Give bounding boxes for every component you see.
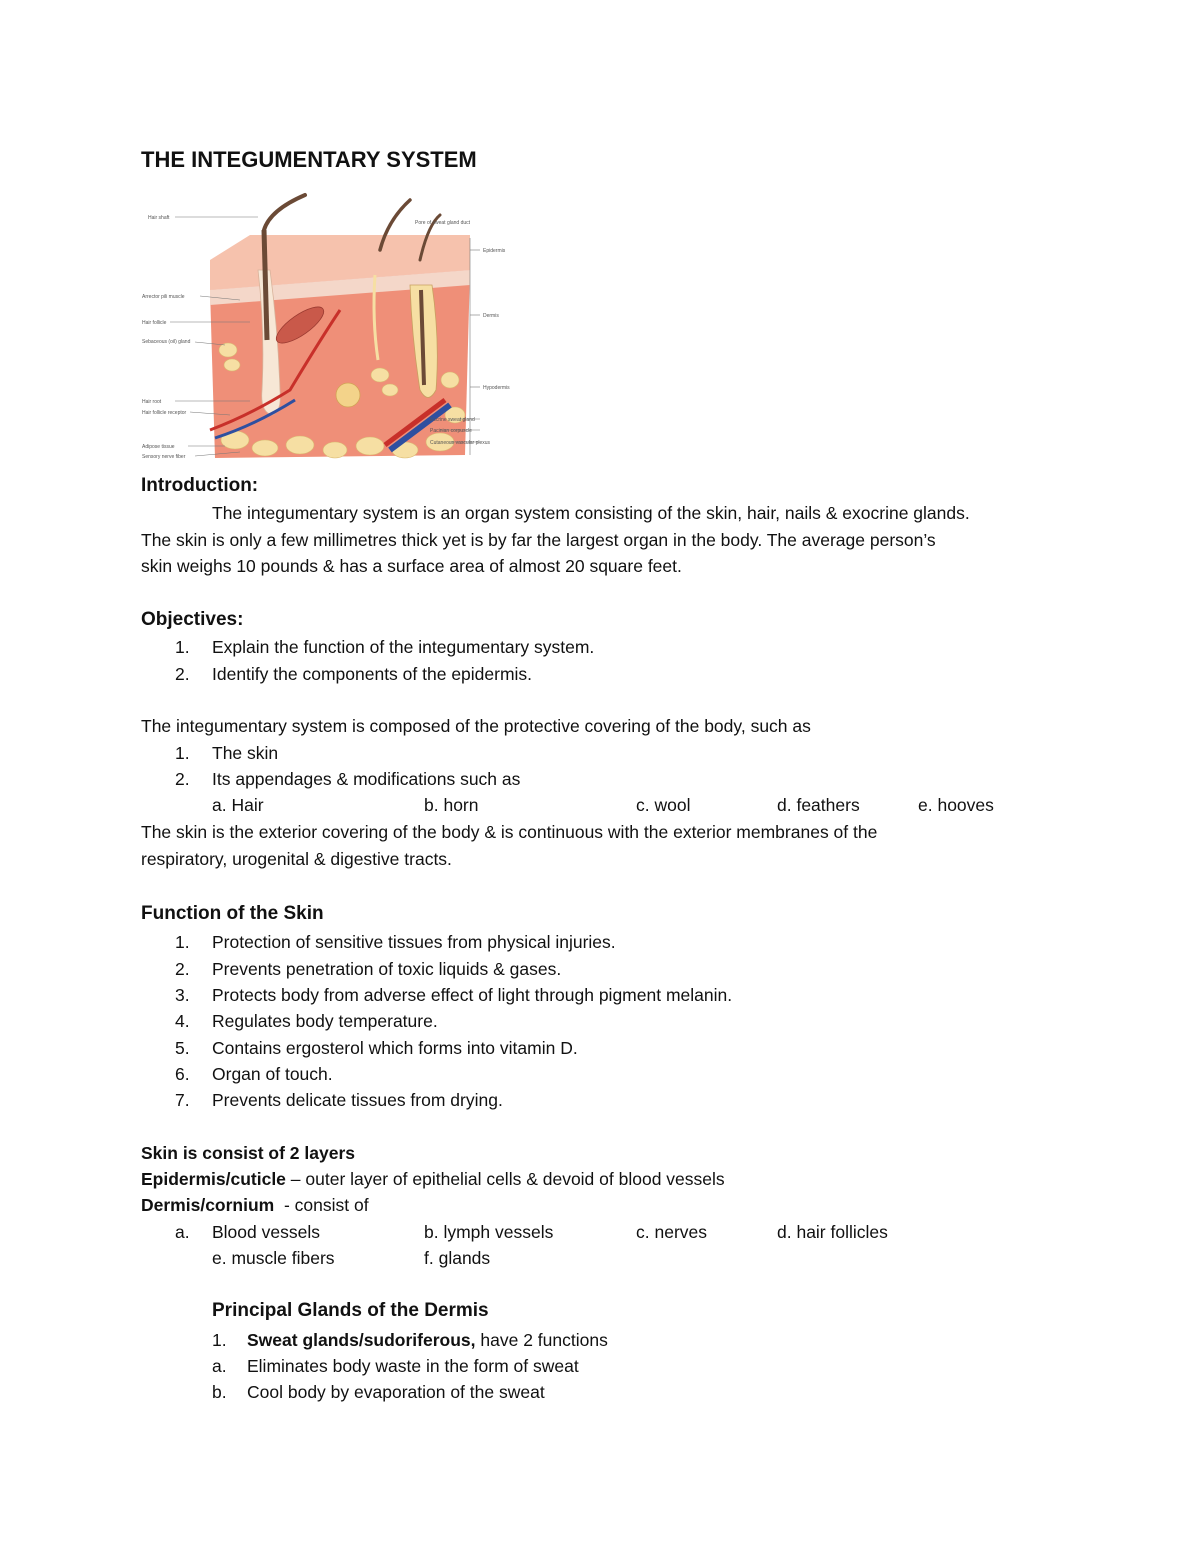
composition-sub-item: e. hooves [918,795,994,815]
function-number: 6. [175,1064,190,1084]
function-number: 3. [175,985,190,1005]
pacinian-corpuscle [336,383,360,407]
composition-sub-item: d. feathers [777,795,860,815]
intro-heading: Introduction: [141,475,259,496]
label-sensory: Sensory nerve fiber [142,454,186,460]
label-hypodermis: Hypodermis [483,385,510,391]
glands-item [247,1330,608,1350]
label-cutaneous: Cutaneous vascular plexus [430,440,491,446]
objective-number: 1. [175,637,190,657]
label-hair-root: Hair root [142,399,162,405]
sweat-glands-term: Sweat glands/sudoriferous, [247,1330,476,1350]
function-item: Prevents penetration of toxic liquids & gases. [212,959,562,979]
label-arrector: Arrector pili muscle [142,294,185,300]
composition-sub-item: c. wool [636,795,691,815]
dermis-sub-label: a. [175,1222,190,1242]
label-dermis: Dermis [483,313,499,319]
composition-sub-item: b. horn [424,795,479,815]
glands-sub-label: b. [212,1382,227,1402]
function-number: 7. [175,1090,190,1110]
dermis-term: Dermis/cornium [141,1195,275,1215]
objective-item: Explain the function of the integumentary system. [212,637,595,657]
dermis-definition [141,1195,369,1215]
label-eccrine: Eccrine sweat gland [430,417,475,423]
epidermis-term: Epidermis/cuticle [141,1169,286,1189]
label-sebaceous: Sebaceous (oil) gland [142,339,191,345]
function-number: 1. [175,932,190,952]
composition-item: The skin [212,743,279,763]
function-item: Organ of touch. [212,1064,333,1084]
dermis-component: b. lymph vessels [424,1222,554,1242]
objective-number: 2. [175,664,190,684]
label-hair-receptor: Hair follicle receptor [142,410,187,416]
composition-number: 2. [175,769,190,789]
glands-sub-item: Eliminates body waste in the form of sweat [247,1356,579,1376]
page-title: THE INTEGUMENTARY SYSTEM [141,147,477,172]
sweat-glands-desc: have 2 functions [475,1330,608,1350]
function-item: Regulates body temperature. [212,1011,438,1031]
skin-diagram-svg [140,190,525,470]
label-adipose: Adipose tissue [142,444,175,450]
skin-cross-section-figure [140,190,525,470]
composition-item: Its appendages & modifications such as [212,769,521,789]
glands-sub-item: Cool body by evaporation of the sweat [247,1382,545,1402]
glands-sub-label: a. [212,1356,227,1376]
glands-heading: Principal Glands of the Dermis [212,1300,489,1321]
function-number: 2. [175,959,190,979]
objectives-heading: Objectives: [141,609,244,630]
epidermis-desc: – outer layer of epithelial cells & devoid of blood vessels [285,1169,725,1189]
function-item: Contains ergosterol which forms into vitamin D. [212,1038,578,1058]
epidermis-definition [141,1169,725,1189]
hair-shaft-1 [264,195,305,230]
function-item: Prevents delicate tissues from drying. [212,1090,503,1110]
function-item: Protection of sensitive tissues from physical injuries. [212,932,616,952]
composition-intro: The integumentary system is composed of the protective covering of the body, such as [141,716,811,736]
dermis-component: f. glands [424,1248,491,1268]
function-item: Protects body from adverse effect of light through pigment melanin. [212,985,733,1005]
dermis-component: c. nerves [636,1222,707,1242]
composition-line-2: respiratory, urogenital & digestive tracts. [141,849,452,869]
dermis-desc: - consist of [274,1195,369,1215]
intro-line-2: The skin is only a few millimetres thick yet is by far the largest organ in the body. The average person’s [141,530,936,550]
composition-line-1: The skin is the exterior covering of the body & is continuous with the exterior membranes of the [141,822,878,842]
label-epidermis: Epidermis [483,248,506,254]
composition-number: 1. [175,743,190,763]
dermis-component: e. muscle fibers [212,1248,335,1268]
label-hair-shaft: Hair shaft [148,215,170,221]
glands-number: 1. [212,1330,227,1350]
label-pore: Pore of sweat gland duct [415,220,471,226]
dermis-component: d. hair follicles [777,1222,888,1242]
function-number: 5. [175,1038,190,1058]
function-heading: Function of the Skin [141,903,324,924]
label-pacinian: Pacinian corpuscle [430,428,472,434]
label-hair-follicle: Hair follicle [142,320,167,326]
composition-sub-item: a. Hair [212,795,264,815]
intro-line-1: The integumentary system is an organ system consisting of the skin, hair, nails & exocrine glands. [212,503,970,523]
dermis-component: Blood vessels [212,1222,320,1242]
hair-root-1 [264,230,267,340]
function-number: 4. [175,1011,190,1031]
intro-line-3: skin weighs 10 pounds & has a surface area of almost 20 square feet. [141,556,682,576]
objective-item: Identify the components of the epidermis. [212,664,533,684]
layers-heading: Skin is consist of 2 layers [141,1143,355,1163]
